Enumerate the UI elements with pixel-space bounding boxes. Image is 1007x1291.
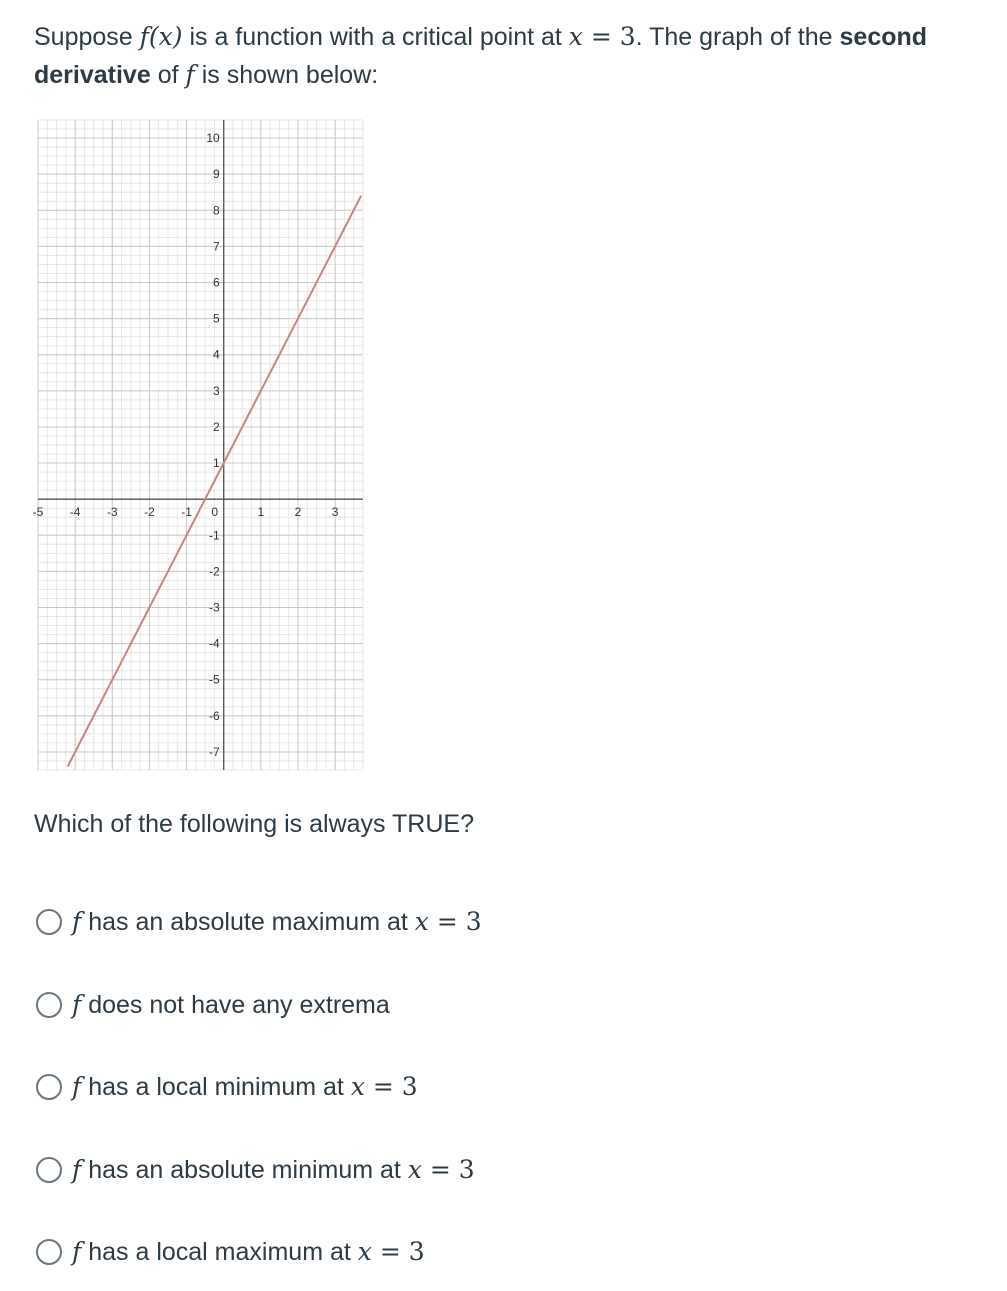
- option-var: x: [357, 1237, 372, 1266]
- answer-option-3[interactable]: [36, 1067, 418, 1107]
- intro-bold: second derivative: [34, 23, 928, 89]
- y-tick-label: -3: [209, 600, 220, 615]
- option-var: x: [350, 1072, 365, 1101]
- x-tick-label: -3: [106, 505, 118, 520]
- option-text: has a local maximum at: [81, 1238, 358, 1266]
- radio-button[interactable]: [36, 1239, 62, 1265]
- y-tick-label: 9: [213, 167, 220, 182]
- y-tick-label: 8: [213, 203, 220, 218]
- option-var: x: [414, 907, 429, 936]
- intro-text: . The graph of the: [635, 23, 840, 51]
- option-eq: = 3: [371, 1237, 425, 1266]
- radio-button[interactable]: [36, 1074, 62, 1100]
- intro-text: is shown below:: [194, 61, 379, 89]
- option-eq: = 3: [421, 1155, 475, 1184]
- y-tick-label: 5: [213, 311, 220, 326]
- graph-svg: [30, 115, 365, 775]
- option-fn: f: [72, 907, 82, 936]
- y-tick-label: -1: [209, 528, 220, 543]
- grid-minor: [38, 120, 363, 770]
- y-tick-label: -4: [209, 636, 220, 651]
- y-tick-label: -5: [209, 672, 220, 687]
- answer-text: [72, 990, 390, 1020]
- second-derivative-graph: [30, 115, 365, 775]
- option-var: x: [407, 1155, 422, 1184]
- intro-text: is a function with a critical point at: [182, 23, 569, 51]
- answer-option-5[interactable]: [36, 1232, 425, 1272]
- option-text: does not have any extrema: [81, 991, 390, 1019]
- intro-text: Suppose: [34, 23, 140, 51]
- option-text: has an absolute minimum at: [81, 1156, 408, 1184]
- radio-button[interactable]: [36, 909, 62, 935]
- y-tick-label: 2: [213, 419, 220, 434]
- answer-text: [72, 1155, 475, 1185]
- y-tick-label: -2: [209, 564, 220, 579]
- x-tick-label: -5: [32, 505, 44, 520]
- y-tick-label: 1: [213, 456, 220, 471]
- option-fn: f: [72, 1155, 82, 1184]
- option-eq: = 3: [364, 1072, 418, 1101]
- radio-button[interactable]: [36, 1157, 62, 1183]
- answer-text: [72, 1237, 425, 1267]
- option-fn: f: [72, 1072, 82, 1101]
- intro-fx: f(x): [139, 22, 183, 51]
- x-tick-label: -4: [69, 505, 81, 520]
- option-fn: f: [72, 1237, 82, 1266]
- x-tick-label: 0: [211, 505, 219, 520]
- y-tick-label: 4: [213, 347, 220, 362]
- answer-text: [72, 907, 482, 937]
- option-text: has an absolute maximum at: [81, 908, 415, 936]
- y-tick-label: 6: [213, 275, 220, 290]
- question-intro: [34, 18, 974, 94]
- answer-option-4[interactable]: [36, 1150, 475, 1190]
- answer-text: [72, 1072, 418, 1102]
- option-fn: f: [72, 990, 82, 1019]
- x-tick-label: 2: [294, 505, 302, 520]
- intro-text: of: [150, 61, 186, 89]
- answer-option-1[interactable]: [36, 902, 482, 942]
- intro-eq: = 3: [582, 22, 636, 51]
- y-tick-label: -7: [209, 744, 220, 759]
- intro-f: f: [185, 60, 195, 89]
- y-tick-label: 10: [206, 131, 220, 146]
- x-tick-label: 1: [257, 505, 265, 520]
- question-prompt: Which of the following is always TRUE?: [34, 810, 474, 838]
- answer-option-2[interactable]: [36, 985, 390, 1025]
- y-tick-label: 3: [213, 383, 220, 398]
- option-text: has a local minimum at: [81, 1073, 351, 1101]
- radio-button[interactable]: [36, 992, 62, 1018]
- x-tick-label: -1: [181, 505, 192, 520]
- y-tick-label: -6: [209, 708, 220, 723]
- option-eq: = 3: [428, 907, 482, 936]
- y-tick-label: 7: [213, 239, 220, 254]
- x-tick-label: 3: [331, 505, 339, 520]
- intro-x: x: [568, 22, 583, 51]
- x-tick-label: -2: [144, 505, 155, 520]
